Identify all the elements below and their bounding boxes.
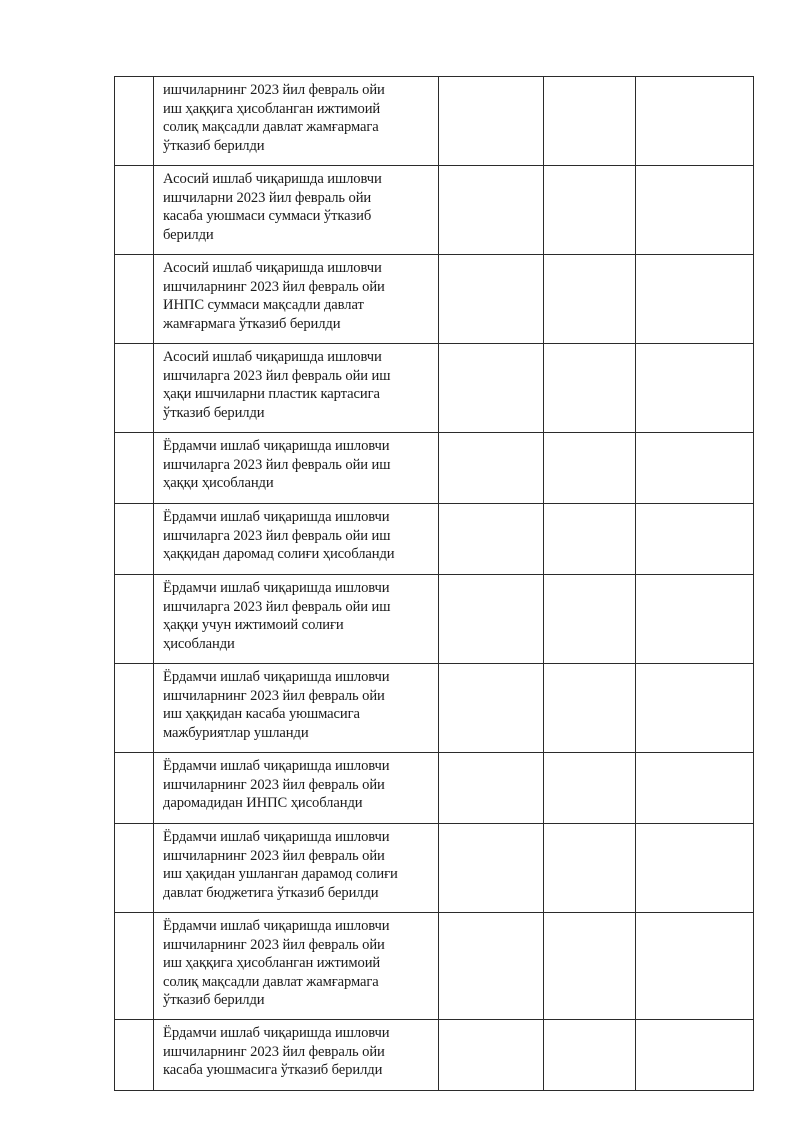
amount-cell xyxy=(636,77,754,166)
operation-description-cell: Асосий ишлаб чиқаришда ишловчи ишчиларни 2023 йил февраль ойи касаба уюшмаси суммаси ўтказиб берилди xyxy=(154,166,439,255)
amount-cell xyxy=(636,166,754,255)
debit-cell xyxy=(439,824,544,913)
table-row xyxy=(115,824,754,913)
operation-description-cell: Асосий ишлаб чиқаришда ишловчи ишчиларнинг 2023 йил февраль ойи ИНПС суммаси мақсадли давлат жамғармага ўтказиб берилди xyxy=(154,255,439,344)
credit-cell xyxy=(544,504,636,575)
table-row xyxy=(115,664,754,753)
row-number-cell xyxy=(115,344,154,433)
row-number-cell xyxy=(115,753,154,824)
credit-cell xyxy=(544,664,636,753)
operation-description-cell: Ёрдамчи ишлаб чиқаришда ишловчи ишчиларнинг 2023 йил февраль ойи иш ҳаққига ҳисобланган ижтимоий солиқ мақсадли давлат жамғармага ўтказиб берилди xyxy=(154,913,439,1020)
table-row xyxy=(115,913,754,1020)
credit-cell xyxy=(544,77,636,166)
credit-cell xyxy=(544,344,636,433)
amount-cell xyxy=(636,255,754,344)
operation-description-cell: Ёрдамчи ишлаб чиқаришда ишловчи ишчиларнинг 2023 йил февраль ойи иш ҳаққидан касаба уюшмасига мажбуриятлар ушланди xyxy=(154,664,439,753)
row-number-cell xyxy=(115,664,154,753)
table-row xyxy=(115,255,754,344)
operation-description-cell: Ёрдамчи ишлаб чиқаришда ишловчи ишчиларнинг 2023 йил февраль ойи даромадидан ИНПС ҳисобланди xyxy=(154,753,439,824)
amount-cell xyxy=(636,753,754,824)
amount-cell xyxy=(636,344,754,433)
row-number-cell xyxy=(115,166,154,255)
credit-cell xyxy=(544,255,636,344)
operation-description-cell: ишчиларнинг 2023 йил февраль ойи иш ҳаққига ҳисобланган ижтимоий солиқ мақсадли давлат жамғармага ўтказиб берилди xyxy=(154,77,439,166)
debit-cell xyxy=(439,433,544,504)
row-number-cell xyxy=(115,824,154,913)
row-number-cell xyxy=(115,433,154,504)
amount-cell xyxy=(636,1020,754,1091)
debit-cell xyxy=(439,77,544,166)
table-row xyxy=(115,433,754,504)
amount-cell xyxy=(636,664,754,753)
row-number-cell xyxy=(115,77,154,166)
credit-cell xyxy=(544,824,636,913)
amount-cell xyxy=(636,504,754,575)
table-row xyxy=(115,166,754,255)
amount-cell xyxy=(636,824,754,913)
debit-cell xyxy=(439,664,544,753)
credit-cell xyxy=(544,913,636,1020)
debit-cell xyxy=(439,255,544,344)
debit-cell xyxy=(439,575,544,664)
table-row xyxy=(115,77,754,166)
credit-cell xyxy=(544,1020,636,1091)
table-row xyxy=(115,575,754,664)
operation-description-cell: Ёрдамчи ишлаб чиқаришда ишловчи ишчиларнинг 2023 йил февраль ойи касаба уюшмасига ўтказиб берилди xyxy=(154,1020,439,1091)
credit-cell xyxy=(544,575,636,664)
amount-cell xyxy=(636,913,754,1020)
table-row xyxy=(115,504,754,575)
row-number-cell xyxy=(115,1020,154,1091)
operation-description-cell: Ёрдамчи ишлаб чиқаришда ишловчи ишчиларнинг 2023 йил февраль ойи иш ҳақидан ушланган дарамод солиғи давлат бюджетига ўтказиб берилди xyxy=(154,824,439,913)
credit-cell xyxy=(544,166,636,255)
credit-cell xyxy=(544,753,636,824)
credit-cell xyxy=(544,433,636,504)
row-number-cell xyxy=(115,504,154,575)
table-row xyxy=(115,344,754,433)
amount-cell xyxy=(636,575,754,664)
accounting-table xyxy=(114,76,754,1091)
row-number-cell xyxy=(115,255,154,344)
operation-description-cell: Асосий ишлаб чиқаришда ишловчи ишчиларга 2023 йил февраль ойи иш ҳақи ишчиларни пластик картасига ўтказиб берилди xyxy=(154,344,439,433)
operation-description-cell: Ёрдамчи ишлаб чиқаришда ишловчи ишчиларга 2023 йил февраль ойи иш ҳаққидан даромад солиғи ҳисобланди xyxy=(154,504,439,575)
row-number-cell xyxy=(115,575,154,664)
debit-cell xyxy=(439,1020,544,1091)
debit-cell xyxy=(439,913,544,1020)
table-row xyxy=(115,1020,754,1091)
operation-description-cell: Ёрдамчи ишлаб чиқаришда ишловчи ишчиларга 2023 йил февраль ойи иш ҳаққи учун ижтимоий солиғи ҳисобланди xyxy=(154,575,439,664)
debit-cell xyxy=(439,504,544,575)
debit-cell xyxy=(439,344,544,433)
debit-cell xyxy=(439,753,544,824)
operation-description-cell: Ёрдамчи ишлаб чиқаришда ишловчи ишчиларга 2023 йил февраль ойи иш ҳаққи ҳисобланди xyxy=(154,433,439,504)
debit-cell xyxy=(439,166,544,255)
row-number-cell xyxy=(115,913,154,1020)
amount-cell xyxy=(636,433,754,504)
table-row xyxy=(115,753,754,824)
